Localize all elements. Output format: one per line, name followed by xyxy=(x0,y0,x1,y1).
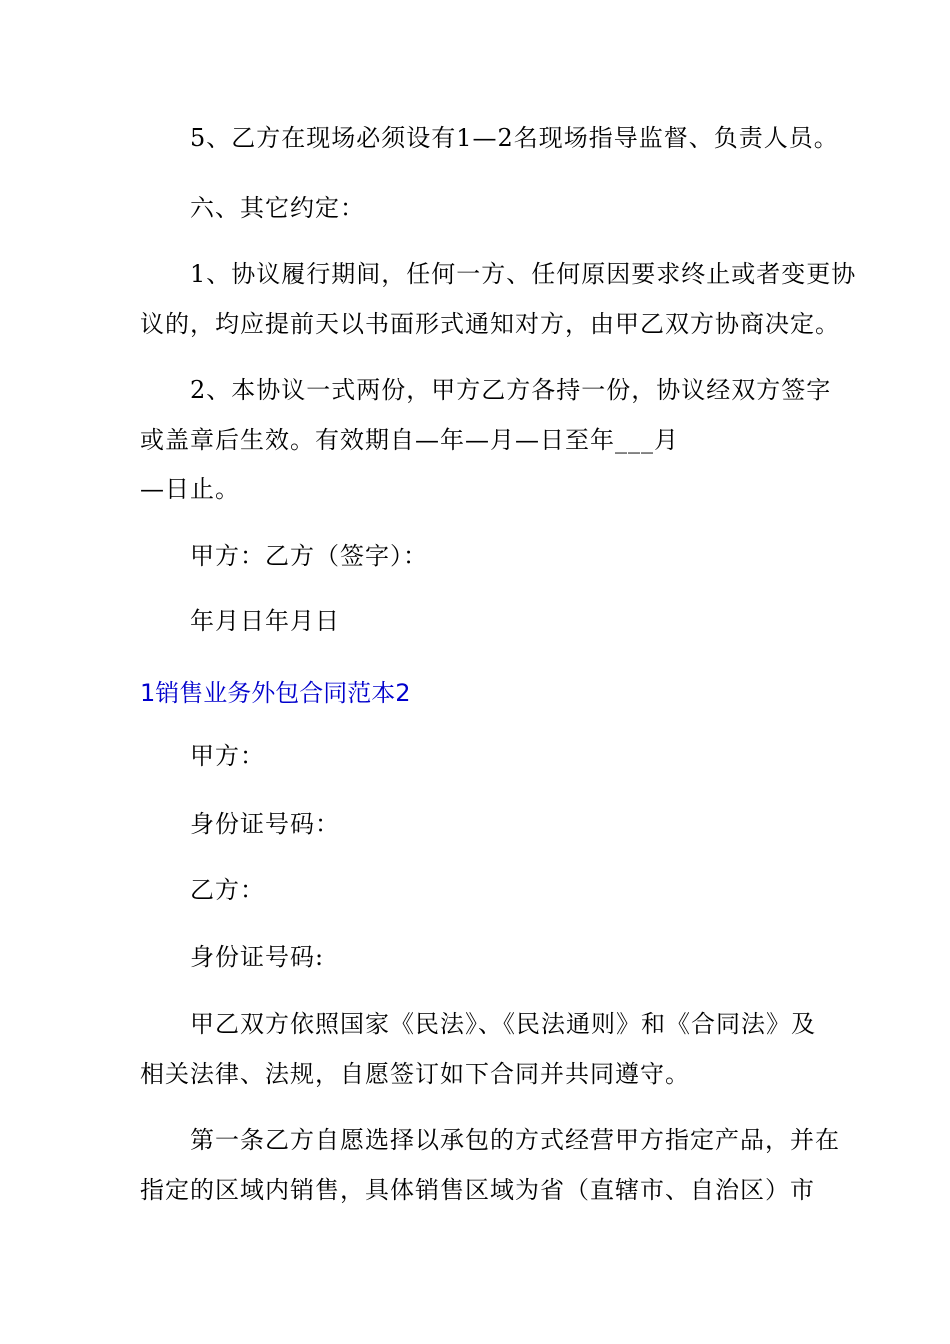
clause-2-line-3: —日止。 xyxy=(140,475,240,503)
preamble-line-1: 甲乙双方依照国家《民法》、《民法通则》和《合同法》及 xyxy=(190,1010,816,1038)
article-1-line-1: 第一条乙方自愿选择以承包的方式经营甲方指定产品，并在 xyxy=(190,1126,840,1154)
clause-1-line-2: 议的，均应提前天以书面形式通知对方，由甲乙双方协商决定。 xyxy=(140,310,840,338)
section-heading: 1销售业务外包合同范本2 xyxy=(140,679,411,707)
clause-2-line-2: 或盖章后生效。有效期自—年—月—日至年___月 xyxy=(140,426,679,454)
preamble-line-2: 相关法律、法规，自愿签订如下合同并共同遵守。 xyxy=(140,1060,690,1088)
clause-1-line-1: 1、协议履行期间，任何一方、任何原因要求终止或者变更协 xyxy=(190,260,857,288)
signature-line: 甲方：乙方（签字）： xyxy=(190,542,428,570)
clause-5-supervisor: 5、乙方在现场必须设有1—2名现场指导监督、负责人员。 xyxy=(190,124,839,152)
party-a-label: 甲方： xyxy=(190,742,265,770)
party-b-label: 乙方： xyxy=(190,876,265,904)
party-a-id-label: 身份证号码： xyxy=(190,810,340,838)
article-1-line-2: 指定的区域内销售，具体销售区域为省（直辖市、自治区）市 xyxy=(140,1176,815,1204)
section-6-other-terms: 六、其它约定： xyxy=(190,194,365,222)
clause-2-line-1: 2、本协议一式两份，甲方乙方各持一份，协议经双方签字 xyxy=(190,376,832,404)
date-line: 年月日年月日 xyxy=(190,607,340,635)
party-b-id-label: 身份证号码: xyxy=(190,943,325,971)
